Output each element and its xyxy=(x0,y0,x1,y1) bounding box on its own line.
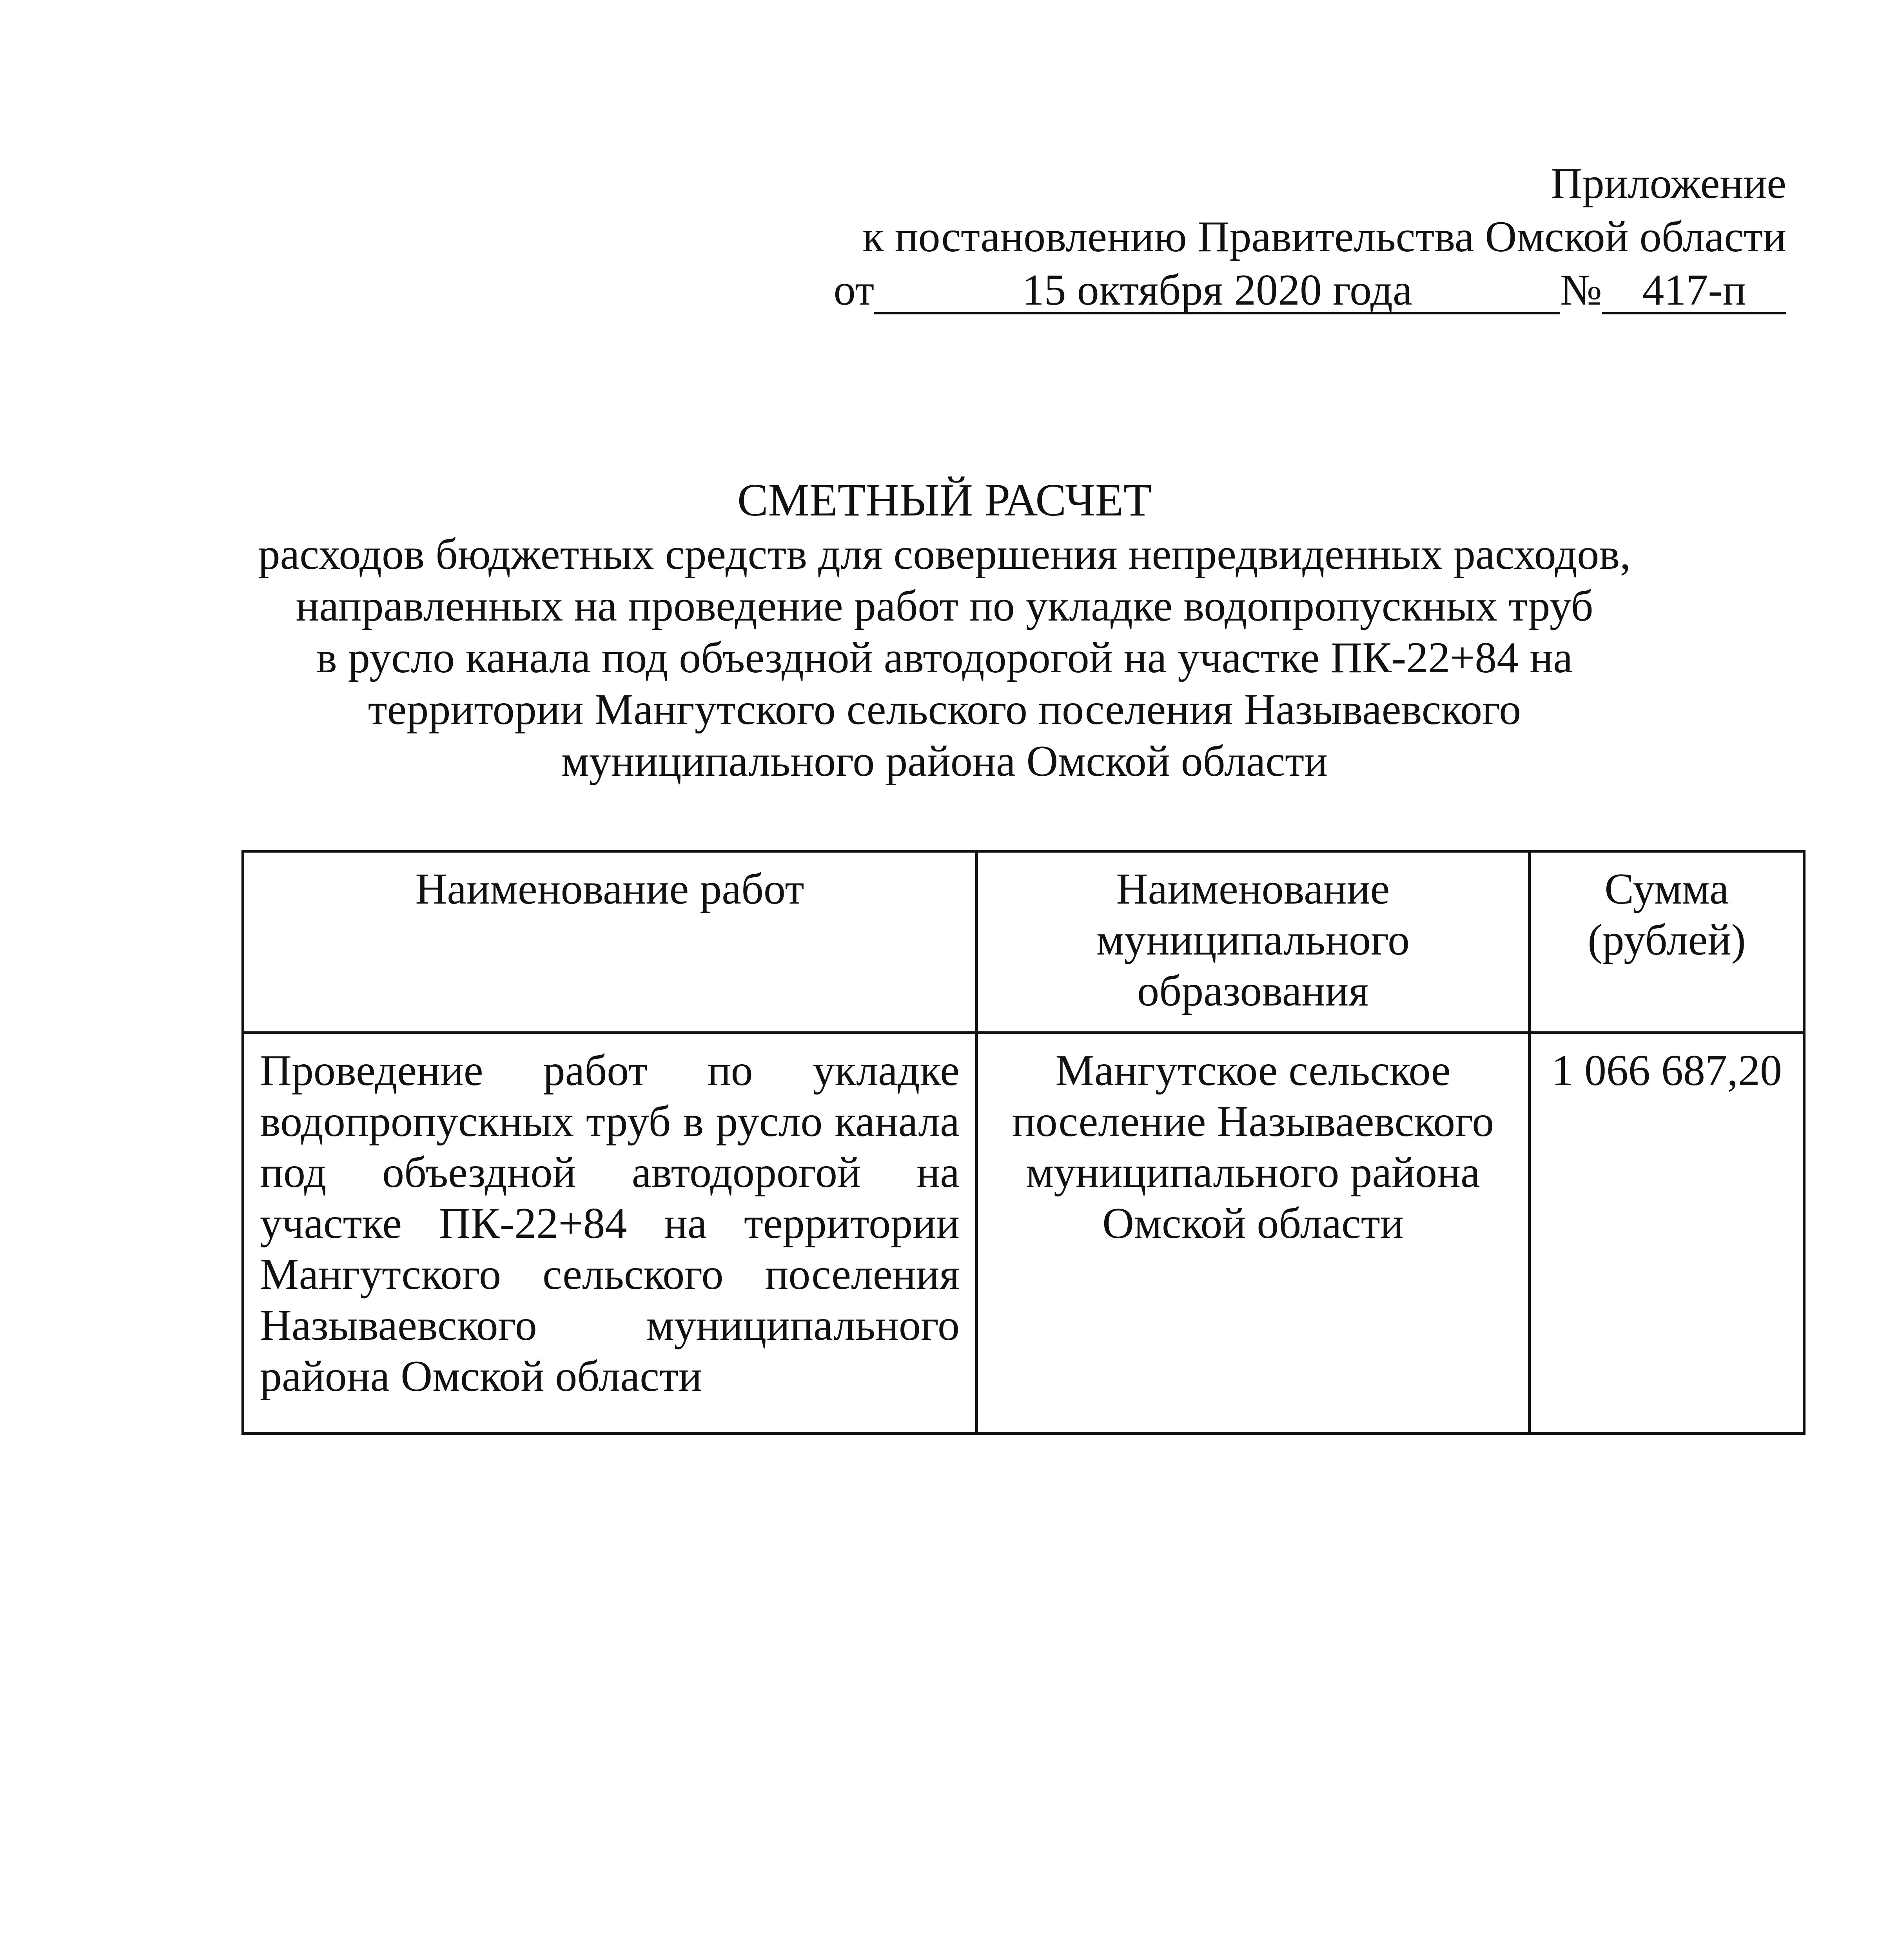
table-row xyxy=(243,1033,1804,1434)
number-prefix: № xyxy=(1560,266,1602,314)
resolution-date: 15 октября 2020 года xyxy=(874,268,1560,314)
cell-work-description: Проведение работ по укладке водопропускных труб в русло канала под объездной автодорогой на участке ПК-22+84 на территории Мангутского сельского поселения Называевского муниципального района Омской области xyxy=(243,1033,977,1434)
title-line: территории Мангутского сельского поселения Называевского xyxy=(368,685,1521,734)
header-work-name: Наименование работ xyxy=(243,851,977,1033)
header-municipality: Наименование муниципального образования xyxy=(977,851,1530,1033)
resolution-reference: к постановлению Правительства Омской области xyxy=(862,212,1786,261)
title-line: в русло канала под объездной автодорогой на участке ПК-22+84 на xyxy=(316,633,1573,682)
appendix-block xyxy=(834,157,1786,317)
header-sum: Сумма (рублей) xyxy=(1530,851,1804,1033)
table-header-row xyxy=(243,851,1804,1033)
resolution-number: 417-п xyxy=(1602,268,1786,314)
document-heading xyxy=(0,474,1889,787)
cell-sum: 1 066 687,20 xyxy=(1530,1033,1804,1434)
title-line: расходов бюджетных средств для совершения непредвиденных расходов, xyxy=(258,530,1631,579)
appendix-label: Приложение xyxy=(1550,159,1786,208)
title-line: направленных на проведение работ по укладке водопропускных труб xyxy=(296,582,1593,630)
title-line: муниципального района Омской области xyxy=(561,737,1328,786)
estimate-table xyxy=(241,850,1806,1435)
date-prefix: от xyxy=(833,266,875,314)
date-number-line xyxy=(834,263,1786,317)
cell-municipality: Мангутское сельское поселение Называевского муниципального района Омской области xyxy=(977,1033,1530,1434)
document-title: СМЕТНЫЙ РАСЧЕТ xyxy=(737,474,1152,526)
